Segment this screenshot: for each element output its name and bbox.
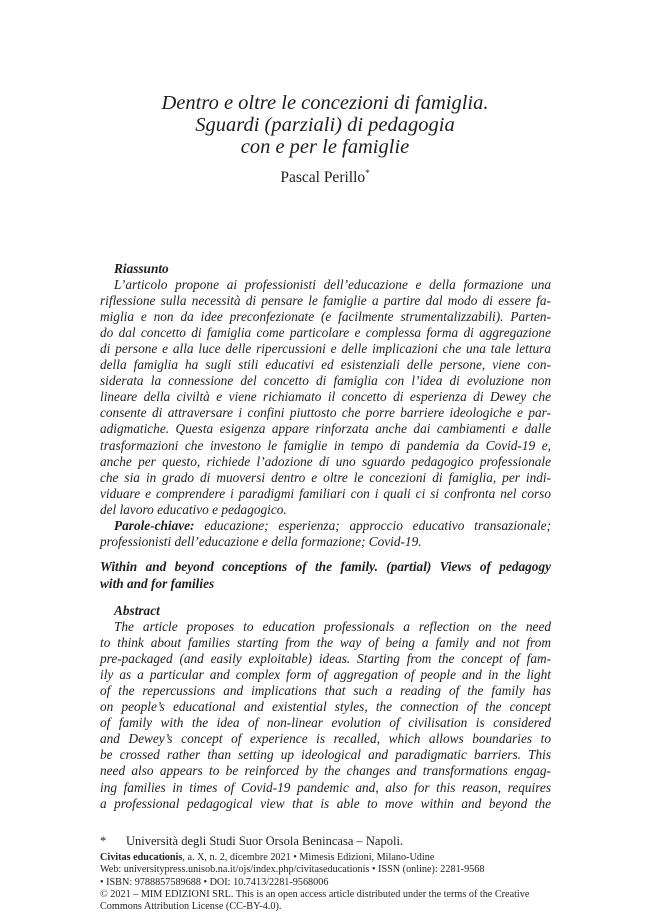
riassunto-line: consente di attraversare i confini piuttosto che porre barriere ideologiche e par- — [100, 405, 551, 421]
author-byline — [60, 168, 590, 187]
publication-line-5: Commons Attribution License (CC-BY-4.0). — [100, 901, 282, 913]
keywords-label: Parole-chiave: — [114, 517, 195, 533]
riassunto-line: siderata la connessione del concetto di famiglia con l’idea di evoluzione non — [100, 373, 551, 389]
abstract-line: be crossed rather than setting up ideological and paradigmatic barriers. This — [100, 747, 551, 763]
riassunto-section — [100, 261, 551, 550]
riassunto-line: L’articolo propone ai professionisti dell’educazione e della formazione una — [114, 277, 551, 293]
author-footnote-mark: * — [365, 168, 370, 178]
riassunto-line: lineare della civiltà e viene richiamato il concetto di esperienza di Dewey che — [100, 389, 551, 405]
english-title-line-1: Within and beyond conceptions of the family. (partial) Views of pedagogy — [100, 559, 551, 574]
english-title-line-2: with and for families — [100, 575, 215, 591]
publication-line-4: © 2021 – MIM EDIZIONI SRL. This is an open access article distributed under the terms of the Creative — [100, 888, 530, 900]
abstract-line: pre-packaged (and easily exploitable) ideas. Starting from the concept of fam- — [100, 651, 551, 667]
riassunto-line: miglia e non da idee preconfezionate (e facilmente strumentalizzabili). Parten- — [100, 309, 551, 325]
abstract-line: need also appears to be reinforced by the changes and transformations engag- — [100, 763, 551, 779]
keywords-text: educazione; esperienza; approccio educativo transazionale; — [204, 517, 551, 533]
riassunto-line: che sia in grado di muoversi dentro e oltre le concezioni di famiglia, per indi- — [100, 469, 551, 485]
footnote-text: Università degli Studi Suor Orsola Benincasa – Napoli. — [126, 834, 404, 848]
abstract-section — [100, 603, 551, 812]
publication-line-2: Web: universitypress.unisob.na.it/ojs/index.php/civitaseducationis • ISSN (online): 2281-9568 — [100, 864, 485, 876]
riassunto-line: trasformazioni che investono le famiglie in tempo di pandemia da Covid-19 e, — [100, 437, 551, 453]
abstract-line: of the repercussions and implications that such a reading of the family has — [100, 683, 551, 699]
riassunto-line: riflessione sulla necessità di pensare le famiglie a partire dal modo di essere fa- — [100, 293, 551, 309]
publication-info — [100, 852, 560, 913]
abstract-line: The article proposes to education professionals a reflection on the need — [114, 619, 551, 635]
abstract-line: on people’s educational and existential styles, the connection of the concept — [100, 699, 551, 715]
abstract-line: and Dewey’s concept of experience is recalled, which allows boundaries to — [100, 731, 551, 747]
issue-info: , a. X, n. 2, dicembre 2021 • Mimesis Edizioni, Milano-Udine — [182, 852, 435, 863]
title-line-3: con e per le famiglie — [240, 136, 410, 158]
title-line-1: Dentro e oltre le concezioni di famiglia. — [161, 92, 489, 114]
title-line-2: Sguardi (parziali) di pedagogia — [195, 114, 455, 136]
abstract-line: ing families in times of Covid-19 pandemic and, also for this reason, requires — [100, 779, 551, 795]
riassunto-line: viduare e comprendere i paradigmi familiari con i quali ci si confronta nel corso — [100, 485, 551, 501]
abstract-heading: Abstract — [114, 603, 160, 618]
english-title — [100, 559, 551, 592]
riassunto-line: anche per questo, richiede l’adozione di uno sguardo pedagogico professionale — [100, 453, 551, 469]
publication-line-1 — [100, 852, 560, 864]
riassunto-line: del lavoro educativo e pedagogico. — [100, 501, 287, 517]
keywords-line-2: professionisti dell’educazione e della formazione; Covid-19. — [100, 533, 422, 549]
abstract-line: of family with the idea of non-linear evolution of civilisation is considered — [100, 715, 551, 731]
riassunto-line: do dal concetto di famiglia come particolare e complessa forma di aggregazione — [100, 325, 551, 341]
abstract-line: to think about families starting from the way of being a family and not from — [100, 635, 551, 651]
publication-line-3: • ISBN: 9788857589688 • DOI: 10.7413/2281-9568006 — [100, 876, 329, 888]
footnote-mark: * — [100, 834, 107, 848]
riassunto-line: della famiglia ha sugli stili educativi ed esistenziali delle persone, viene con- — [100, 357, 551, 373]
riassunto-line: di persone e alla luce delle ripercussioni e delle implicazioni che una tale lettura — [100, 341, 551, 357]
affiliation-footnote — [100, 834, 403, 849]
riassunto-heading: Riassunto — [114, 261, 169, 276]
article-title — [60, 92, 590, 158]
journal-name: Civitas educationis — [100, 852, 183, 863]
author-name: Pascal Perillo — [280, 169, 366, 187]
keywords-line — [100, 518, 551, 534]
abstract-line: ily as a particular and complex form of aggregation of people and in the light — [100, 667, 551, 683]
abstract-line: a professional pedagogical view that is able to move within and beyond the — [100, 795, 551, 811]
riassunto-line: adigmatiche. Questa esigenza appare rinforzata anche dai cambiamenti e dalle — [100, 421, 551, 437]
